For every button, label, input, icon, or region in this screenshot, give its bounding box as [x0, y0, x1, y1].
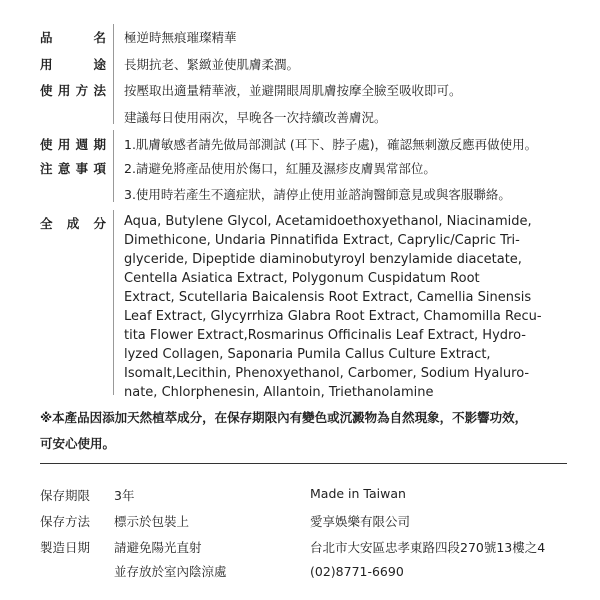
company-address: 台北市大安區忠孝東路四段270號13樓之4 [310, 540, 546, 555]
caution-item-1: 1.肌膚敏感者請先做局部測試 (耳下、脖子處)，確認無刺激反應再做使用。 [124, 137, 538, 152]
manufacture-date-value-1: 請避免陽光直射 [114, 540, 202, 555]
caution-item-3: 3.使用時若產生不適症狀，請停止使用並諮詢醫師意見或與客服聯絡。 [124, 187, 511, 202]
company-phone: (02)8771-6690 [310, 564, 404, 579]
ingredients-line: glyceride, Dipeptide diaminobutyroyl benzylamide diacetate, [124, 252, 522, 267]
ingredients-line: tita Flower Extract,Rosmarinus Officinalis Leaf Extract, Hydro- [124, 328, 526, 343]
horizontal-divider [40, 463, 567, 464]
ingredients-line: Dimethicone, Undaria Pinnatifida Extract, Caprylic/Capric Tri- [124, 233, 520, 248]
ingredients-line: Centella Asiatica Extract, Polygonum Cuspidatum Root [124, 271, 480, 286]
period-label: 使用週期 [40, 137, 106, 152]
ingredients-line: Leaf Extract, Glycyrrhiza Glabra Root Extract, Chamomilla Recu- [124, 309, 542, 324]
origin-text: Made in Taiwan [310, 486, 406, 501]
notice-line-2: 可安心使用。 [40, 436, 116, 451]
usage-label: 使用方法 [40, 83, 106, 98]
ingredients-list [124, 212, 554, 402]
divider-vertical-top [113, 24, 114, 124]
usage-value: 按壓取出適量精華液，並避開眼周肌膚按摩全臉至吸收即可。 [124, 83, 462, 98]
shelf-life-value: 3年 [114, 488, 135, 503]
ingredients-label: 全成分 [40, 216, 106, 231]
caution-item-2: 2.請避免將產品使用於傷口，紅腫及濕疹皮膚異常部位。 [124, 161, 436, 176]
company-name: 愛享娛樂有限公司 [310, 514, 411, 529]
storage-value: 標示於包裝上 [114, 514, 190, 529]
usage-value-line2: 建議每日使用兩次，早晚各一次持續改善膚況。 [124, 110, 387, 125]
caution-label: 注意事項 [40, 161, 106, 176]
storage-label: 保存方法 [40, 514, 91, 529]
product-name-value: 極逆時無痕璀璨精華 [124, 30, 237, 45]
purpose-value: 長期抗老、緊緻並使肌膚柔潤。 [124, 57, 300, 72]
purpose-label: 用途 [40, 57, 106, 72]
ingredients-line: Isomalt,Lecithin, Phenoxyethanol, Carbomer, Sodium Hyaluro- [124, 366, 530, 381]
ingredients-line: Extract, Scutellaria Baicalensis Root Extract, Camellia Sinensis [124, 290, 532, 305]
ingredients-line: Aqua, Butylene Glycol, Acetamidoethoxyethanol, Niacinamide, [124, 214, 532, 229]
ingredients-line: nate, Chlorphenesin, Allantoin, Triethanolamine [124, 385, 434, 400]
shelf-life-label: 保存期限 [40, 488, 91, 503]
product-name-label: 品名 [40, 30, 106, 45]
manufacture-date-value-2: 並存放於室內陰涼處 [114, 564, 227, 579]
notice-line-1: ※本產品因添加天然植萃成分，在保存期限內有變色或沉澱物為自然現象，不影響功效， [40, 410, 528, 425]
manufacture-date-label: 製造日期 [40, 540, 91, 555]
divider-vertical-middle [113, 130, 114, 202]
divider-vertical-ingredients [113, 210, 114, 395]
ingredients-line: lyzed Collagen, Saponaria Pumila Callus Culture Extract, [124, 347, 491, 362]
